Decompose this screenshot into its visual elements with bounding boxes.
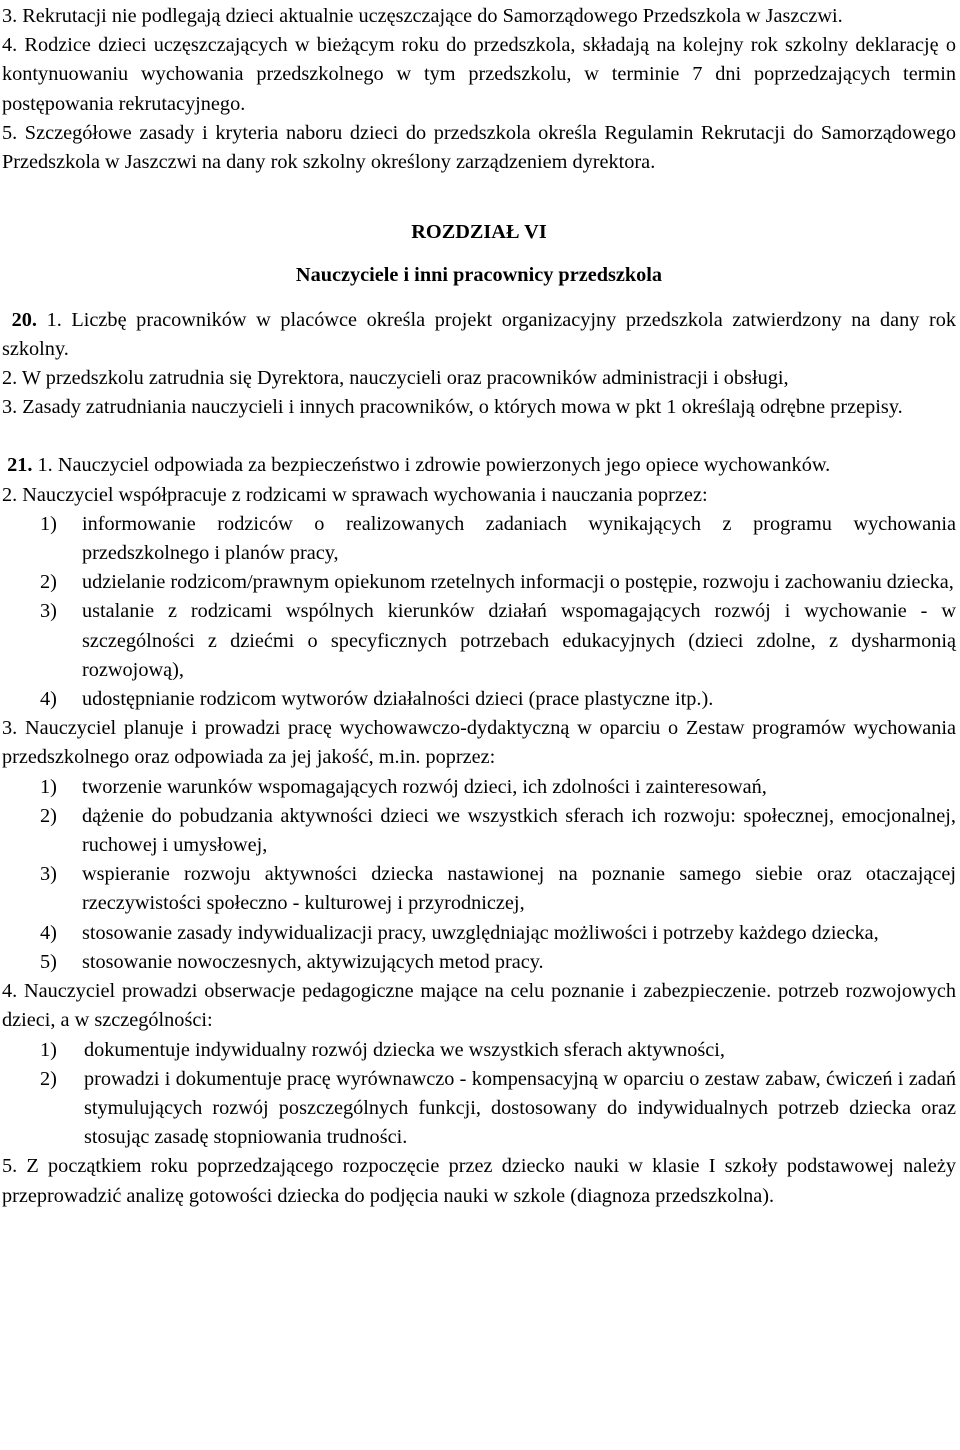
paragraph-20-3: 3. Zasady zatrudniania nauczycieli i innych pracowników, o których mowa w pkt 1 określają odrębne przepisy. — [2, 396, 903, 419]
paragraph-19-5: 5. Szczegółowe zasady i kryteria naboru dzieci do przedszkola określa Regulamin Rekrutacji do Samorządowego Przedszkola w Jaszczwi na dany rok szkolny określony zarządzeniem dyrektora. — [2, 121, 956, 174]
list-item: 2) udzielanie rodzicom/prawnym opiekunom rzetelnych informacji o postępie, rozwoju i zachowaniu dziecka, — [40, 571, 954, 594]
list-item: 1) dokumentuje indywidualny rozwój dziecka we wszystkich sferach aktywności, — [40, 1038, 725, 1061]
list-item: 4) stosowanie zasady indywidualizacji pracy, uwzględniając możliwości i potrzeby każdego dziecka, — [40, 921, 879, 944]
spacer — [2, 422, 956, 451]
spacer — [2, 291, 956, 306]
list-item: 3) ustalanie z rodzicami wspólnych kierunków działań wspomagających rozwój i wychowanie - w szczególności z dziećmi o specyficznych potrzebach edukacyjnych (dzieci zdolne, z dysharmonią rozwojową), — [40, 600, 956, 681]
section-number-21: 21. — [7, 454, 33, 477]
point-number: 1. — [46, 308, 62, 331]
list-item: 5) stosowanie nowoczesnych, aktywizujących metod pracy. — [40, 950, 544, 973]
paragraph-20-2: 2. W przedszkolu zatrudnia się Dyrektora, nauczycieli oraz pracowników administracji i obsługi, — [2, 367, 789, 390]
chapter-subtitle: Nauczyciele i inni pracownicy przedszkola — [295, 264, 663, 287]
paragraph-21-2: 2. Nauczyciel współpracuje z rodzicami w sprawach wychowania i nauczania poprzez: — [2, 483, 708, 506]
list-item: 1) informowanie rodziców o realizowanych zadaniach wynikających z programu wychowania przedszkolnego i planów pracy, — [40, 512, 956, 565]
paragraph-21-3: 3. Nauczyciel planuje i prowadzi pracę wychowawczo-dydaktyczną w oparciu o Zestaw programów wychowania przedszkolnego oraz odpowiada za jej jakość, m.in. poprzez: — [2, 717, 956, 769]
list-item: 1) tworzenie warunków wspomagających rozwój dzieci, ich zdolności i zainteresowań, — [40, 775, 767, 798]
chapter-title: ROZDZIAŁ VI — [411, 221, 547, 244]
paragraph-19-4: 4. Rodzice dzieci uczęszczających w bieżącym roku do przedszkola, składają na kolejny rok szkolny deklarację o kontynuowaniu wychowania przedszkolnego w tym przedszkolu, w terminie 7 dni poprzedzających termin postępowania rekrutacyjnego. — [2, 34, 956, 115]
paragraph-19-3: 3. Rekrutacji nie podlegają dzieci aktualnie uczęszczające do Samorządowego Przedszkola w Jaszczwi. — [2, 5, 843, 27]
paragraph-21-4: 4. Nauczyciel prowadzi obserwacje pedagogiczne mające na celu poznanie i zabezpieczenie. potrzeb rozwojowych dzieci, a w szczególności: — [2, 980, 956, 1032]
point-number: 1. — [37, 454, 53, 477]
list-21-3 — [2, 773, 956, 977]
list-21-2 — [2, 510, 956, 714]
list-item: 4) udostępnianie rodzicom wytworów działalności dzieci (prace plastyczne itp.). — [40, 688, 714, 711]
paragraph-text: Liczbę pracowników w placówce określa projekt organizacyjny przedszkola zatwierdzony na dany rok szkolny. — [2, 308, 956, 360]
list-item: 2) prowadzi i dokumentuje pracę wyrównawczo - kompensacyjną w oparciu o zestaw zabaw, ćwiczeń i zadań stymulujących rozwój poszczególnych funkcji, dostosowany do indywidualnych potrzeb dziecka oraz stosując zasadę stopniowania trudności. — [40, 1067, 956, 1149]
paragraph-text: Nauczyciel odpowiada za bezpieczeństwo i zdrowie powierzonych jego opiece wychowanków. — [57, 454, 831, 477]
paragraph-21-5: 5. Z początkiem roku poprzedzającego rozpoczęcie przez dziecko nauki w klasie I szkoły podstawowej należy przeprowadzić analizę gotowości dziecka do podjęcia nauki w szkole (diagnoza przedszkolna). — [2, 1155, 956, 1207]
list-item: 2) dążenie do pobudzania aktywności dzieci we wszystkich sferach ich rozwoju: społecznej, emocjonalnej, ruchowej i umysłowej, — [40, 804, 956, 857]
list-21-4 — [2, 1036, 956, 1153]
section-number-20: 20. — [11, 308, 37, 331]
paragraph-20-1 — [2, 306, 956, 364]
spacer — [2, 177, 956, 206]
paragraph-21-1 — [2, 451, 956, 480]
list-item: 3) wspieranie rozwoju aktywności dziecka nastawionej na poznanie samego siebie oraz otaczającej rzeczywistości społeczno - kulturowej i przyrodniczej, — [40, 863, 956, 915]
